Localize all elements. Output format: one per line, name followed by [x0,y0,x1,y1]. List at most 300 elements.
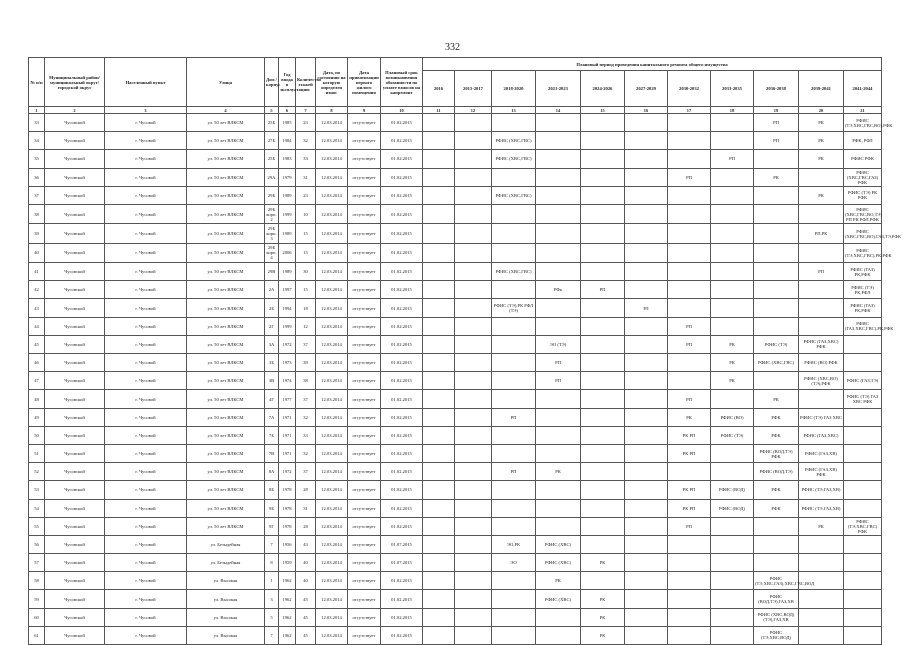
period-cell: РФИС (ВОД,ТЭ) РФК [754,444,799,462]
period-cell: РК [754,390,799,408]
period-cell: РК РП [668,426,711,444]
municipality-cell: Чусовской [45,590,105,608]
street-cell: ул. 50 лет ВЛКСМ [187,372,265,390]
deadline-cell: 01.02.2015 [381,426,423,444]
table-row [29,463,882,481]
house-cell: 2А [265,281,279,299]
deadline-cell: 01.02.2015 [381,444,423,462]
period-cell: РК РП [668,481,711,499]
date-state-cell: 12.03.2014 [316,590,348,608]
street-cell: ул. 50 лет ВЛКСМ [187,204,265,223]
floors-cell: 23 [296,186,316,204]
floors-cell: 31 [296,499,316,517]
period-cell [423,335,455,353]
municipality-cell: Чусовской [45,114,105,132]
period-cell [625,535,668,553]
municipality-cell: Чусовской [45,554,105,572]
column-number: 14 [536,107,581,114]
table-row [29,390,882,408]
date-state-cell: 12.03.2014 [316,554,348,572]
street-cell: ул. 50 лет ВЛКСМ [187,354,265,372]
column-number: 6 [279,107,296,114]
table-row [29,481,882,499]
floors-cell: 33 [296,150,316,168]
municipality-cell: Чусовской [45,626,105,644]
date-state-cell: 12.03.2014 [316,426,348,444]
house-cell: 29Б корп. 4 [265,243,279,262]
period-cell [625,390,668,408]
period-cell [455,481,492,499]
period-cell [536,224,581,243]
period-cell [668,354,711,372]
floors-cell: 18 [296,299,316,317]
row-number: 56 [29,535,45,553]
year-built-cell: 1989 [279,186,296,204]
municipality-cell: Чусовской [45,243,105,262]
date-state-cell: 12.03.2014 [316,281,348,299]
period-cell [625,408,668,426]
period-cell [844,335,882,353]
period-cell [799,608,844,626]
period-cell [423,535,455,553]
floors-cell: 15 [296,224,316,243]
table-row [29,535,882,553]
period-cell: РФИС (ГАЗ,ХВ) РФК [799,463,844,481]
deadline-cell: 01.02.2015 [381,408,423,426]
period-cell [581,444,625,462]
period-cell [625,335,668,353]
period-cell [581,426,625,444]
street-cell: ул. 50 лет ВЛКСМ [187,132,265,150]
street-cell: ул. 50 лет ВЛКСМ [187,517,265,535]
street-cell: ул. 50 лет ВЛКСМ [187,463,265,481]
period-cell [423,626,455,644]
period-cell [625,317,668,335]
period-cell [423,590,455,608]
settlement-cell: г. Чусовой [105,626,187,644]
period-cell: РК [581,608,625,626]
street-cell: ул. 50 лет ВЛКСМ [187,335,265,353]
period-cell: РК [799,150,844,168]
date-privatization-cell: отсутствует [348,390,381,408]
street-cell: ул. 50 лет ВЛКСМ [187,186,265,204]
table-row [29,354,882,372]
period-cell [423,463,455,481]
period-cell [455,372,492,390]
deadline-cell: 01.02.2015 [381,626,423,644]
deadline-cell: 01.02.2015 [381,168,423,186]
municipality-cell: Чусовской [45,481,105,499]
floors-cell: 43 [296,535,316,553]
period-cell [754,299,799,317]
period-cell: ЭО [492,554,536,572]
date-privatization-cell: отсутствует [348,204,381,223]
table-row [29,372,882,390]
house-cell: 3Б [265,354,279,372]
header-municipality: Муниципальный район/ муниципальный округ/городской округ [45,58,105,107]
period-cell [668,463,711,481]
period-cell: РФИС (ХВС,ВО) (ТЭ),РФК [799,372,844,390]
floors-cell: 45 [296,590,316,608]
period-cell [625,463,668,481]
header-date-privatization: Дата приватизации первого жилого помещения [348,58,381,107]
period-cell [625,114,668,132]
period-cell [492,590,536,608]
period-cell: РП [492,408,536,426]
row-number: 46 [29,354,45,372]
house-cell: 8А [265,463,279,481]
house-cell: 7 [265,626,279,644]
row-number: 36 [29,168,45,186]
date-privatization-cell: отсутствует [348,150,381,168]
period-cell: РФИС (ГАЗ) РК,РФК [844,299,882,317]
municipality-cell: Чусовской [45,572,105,590]
row-number: 61 [29,626,45,644]
period-cell [711,517,754,535]
header-num: № п/п [29,58,45,107]
period-cell [711,608,754,626]
period-cell [625,372,668,390]
floors-cell: 45 [296,608,316,626]
street-cell: ул. 50 лет ВЛКСМ [187,168,265,186]
header-year-built: Год ввода в эксплуатацию [279,58,296,107]
row-number: 40 [29,243,45,262]
period-cell [423,150,455,168]
period-cell [668,554,711,572]
page-number: 332 [445,42,460,53]
period-cell [754,204,799,223]
house-cell: 7 [265,535,279,553]
period-cell [423,372,455,390]
date-privatization-cell: отсутствует [348,481,381,499]
floors-cell: 31 [296,168,316,186]
period-cell [581,132,625,150]
municipality-cell: Чусовской [45,186,105,204]
floors-cell: 32 [296,132,316,150]
period-cell [455,224,492,243]
settlement-cell: г. Чусовой [105,317,187,335]
period-cell: РФИС (ГАЗ,ХВС) [799,426,844,444]
period-cell: РФИС (ТЭ,ГАЗ,ХВ) [799,481,844,499]
header-period: 2018-2020 [492,71,536,107]
row-number: 53 [29,481,45,499]
street-cell: ул. 50 лет ВЛКСМ [187,317,265,335]
settlement-cell: г. Чусовой [105,150,187,168]
column-number: 21 [844,107,882,114]
table-row [29,499,882,517]
period-cell [754,554,799,572]
period-cell [536,390,581,408]
period-cell [423,444,455,462]
date-privatization-cell: отсутствует [348,132,381,150]
period-cell: РФИС (ХВС) [536,590,581,608]
date-state-cell: 12.03.2014 [316,481,348,499]
deadline-cell: 01.07.2015 [381,535,423,553]
period-cell [492,572,536,590]
period-cell [844,535,882,553]
period-cell [625,444,668,462]
table-row [29,281,882,299]
period-cell: ЭО,РК [492,535,536,553]
period-cell [492,204,536,223]
period-cell [536,317,581,335]
settlement-cell: г. Чусовой [105,390,187,408]
row-number: 41 [29,263,45,281]
column-number: 15 [581,107,625,114]
period-cell [625,168,668,186]
date-privatization-cell: отсутствует [348,517,381,535]
municipality-cell: Чусовской [45,444,105,462]
date-privatization-cell: отсутствует [348,444,381,462]
period-cell [455,572,492,590]
column-number: 10 [381,107,423,114]
street-cell: ул. Безыдейная [187,554,265,572]
period-cell [581,317,625,335]
date-privatization-cell: отсутствует [348,168,381,186]
period-cell: РФИС (ХВС,ВОД) (ТЭ),ГАЗ,ХВ [754,608,799,626]
header-date-state: Дата, по состоянию на которую определен износ [316,58,348,107]
date-privatization-cell: отсутствует [348,317,381,335]
street-cell: ул. 50 лет ВЛКСМ [187,408,265,426]
year-built-cell: 1978 [279,481,296,499]
period-cell [754,224,799,243]
period-cell: РК [581,590,625,608]
period-cell [581,408,625,426]
period-cell [581,263,625,281]
house-cell: 1 [265,572,279,590]
municipality-cell: Чусовской [45,390,105,408]
street-cell: ул. 50 лет ВЛКСМ [187,499,265,517]
street-cell: ул. Высокая [187,590,265,608]
period-cell [581,354,625,372]
period-cell: РП [668,335,711,353]
date-privatization-cell: отсутствует [348,426,381,444]
deadline-cell: 01.02.2015 [381,281,423,299]
period-cell [711,168,754,186]
table-row [29,243,882,262]
period-cell [668,590,711,608]
period-cell: РФИС (ТЭ) ГАЗ ХВС РФК [844,390,882,408]
period-cell: РП [492,463,536,481]
period-cell [625,608,668,626]
deadline-cell: 01.02.2015 [381,390,423,408]
period-cell [625,626,668,644]
period-cell [754,150,799,168]
settlement-cell: г. Чусовой [105,186,187,204]
period-cell [625,281,668,299]
period-cell [668,626,711,644]
period-cell [754,243,799,262]
period-cell: РК [799,186,844,204]
year-built-cell: 1978 [279,517,296,535]
period-cell: РП [668,317,711,335]
settlement-cell: г. Чусовой [105,281,187,299]
floors-cell: 38 [296,372,316,390]
house-cell: 3А [265,335,279,353]
period-cell [536,132,581,150]
header-house: Дом / корпус [265,58,279,107]
period-cell: РФИС (ГАЗ) РК,РФК [844,263,882,281]
period-cell [423,554,455,572]
house-cell: 2Г [265,317,279,335]
date-state-cell: 12.03.2014 [316,372,348,390]
period-cell [711,186,754,204]
period-cell [711,317,754,335]
year-built-cell: 1974 [279,372,296,390]
period-cell [492,243,536,262]
period-cell [581,572,625,590]
deadline-cell: 01.02.2015 [381,481,423,499]
year-built-cell: 1997 [279,281,296,299]
period-cell [455,517,492,535]
period-cell [455,186,492,204]
header-period: 2024-2026 [581,71,625,107]
period-cell [423,390,455,408]
street-cell: ул. 50 лет ВЛКСМ [187,243,265,262]
settlement-cell: г. Чусовой [105,243,187,262]
date-state-cell: 12.03.2014 [316,517,348,535]
year-built-cell: 1971 [279,426,296,444]
period-cell: РФИС (ТЭ),РК РФЛ (ТЭ) [492,299,536,317]
period-cell [492,281,536,299]
row-number: 51 [29,444,45,462]
floors-cell: 15 [296,243,316,262]
row-number: 43 [29,299,45,317]
floors-cell: 10 [296,204,316,223]
municipality-cell: Чусовской [45,426,105,444]
period-cell: РК [799,517,844,535]
period-cell: РФИС (ХВС,ГВС,ГАЗ) РФК [844,168,882,186]
period-cell [492,224,536,243]
settlement-cell: г. Чусовой [105,299,187,317]
period-cell: РП [668,390,711,408]
period-cell [536,608,581,626]
period-cell [536,444,581,462]
period-cell [581,114,625,132]
period-cell: РЛ [625,299,668,317]
date-state-cell: 12.03.2014 [316,263,348,281]
deadline-cell: 01.02.2015 [381,186,423,204]
period-cell: РК РП [668,499,711,517]
period-cell: РП [668,517,711,535]
period-cell [581,499,625,517]
period-cell [711,132,754,150]
period-cell [625,150,668,168]
period-cell [492,426,536,444]
period-cell [455,150,492,168]
house-cell: 5 [265,608,279,626]
municipality-cell: Чусовской [45,408,105,426]
table-row [29,168,882,186]
period-cell [711,263,754,281]
year-built-cell: 1989 [279,263,296,281]
column-number: 12 [455,107,492,114]
date-privatization-cell: отсутствует [348,299,381,317]
settlement-cell: г. Чусовой [105,499,187,517]
table-row [29,132,882,150]
period-cell [455,168,492,186]
period-cell [455,554,492,572]
period-cell [668,114,711,132]
period-cell [668,186,711,204]
street-cell: ул. 50 лет ВЛКСМ [187,150,265,168]
period-cell [536,408,581,426]
house-cell: 8Б [265,481,279,499]
date-privatization-cell: отсутствует [348,408,381,426]
period-cell [455,204,492,223]
period-cell [799,554,844,572]
period-cell [423,263,455,281]
period-cell [536,517,581,535]
municipality-cell: Чусовской [45,281,105,299]
column-number: 8 [316,107,348,114]
year-built-cell: 1999 [279,317,296,335]
year-built-cell: 1956 [279,535,296,553]
period-cell: РФИС (ТЭ,ХВС,ГВС,ВО),РФК [844,114,882,132]
house-cell: 29Б корп. 3 [265,224,279,243]
period-cell [423,499,455,517]
period-cell [625,263,668,281]
period-cell: РК [536,572,581,590]
period-cell: РФИС (ГАЗ,ХВС) РФК [799,335,844,353]
floors-cell: 32 [296,408,316,426]
year-built-cell: 1984 [279,132,296,150]
year-built-cell: 1971 [279,444,296,462]
period-cell [536,150,581,168]
period-cell: РФИС (ХВС,ГВС) [492,186,536,204]
header-deadline: Плановый срок возникновения обязанности по уплате взносов на капремонт [381,58,423,107]
municipality-cell: Чусовской [45,517,105,535]
period-cell: РП,РК [799,224,844,243]
period-cell [423,299,455,317]
year-built-cell: 1973 [279,354,296,372]
deadline-cell: 01.02.2015 [381,114,423,132]
column-number: 4 [187,107,265,114]
period-cell [581,372,625,390]
header-settlement: Населенный пункт [105,58,187,107]
period-cell: РФК [754,426,799,444]
settlement-cell: г. Чусовой [105,335,187,353]
period-cell [668,372,711,390]
floors-cell: 28 [296,481,316,499]
period-cell [455,317,492,335]
floors-cell: 33 [296,426,316,444]
year-built-cell: 1979 [279,168,296,186]
period-cell [625,204,668,223]
street-cell: ул. 50 лет ВЛКСМ [187,390,265,408]
municipality-cell: Чусовской [45,150,105,168]
period-cell [455,354,492,372]
column-number: 3 [105,107,187,114]
period-cell [581,535,625,553]
period-cell [536,114,581,132]
row-number: 33 [29,114,45,132]
period-cell: РФК [754,481,799,499]
period-cell [455,590,492,608]
period-cell [844,572,882,590]
floors-cell: 37 [296,463,316,481]
period-cell [423,572,455,590]
period-cell [455,408,492,426]
period-cell [625,186,668,204]
period-cell [536,426,581,444]
header-period: 2021-2023 [536,71,581,107]
house-cell: 29Б [265,186,279,204]
period-cell: РФК [754,499,799,517]
period-cell [423,608,455,626]
period-cell [455,243,492,262]
period-cell: РФИС (ВОД) [711,499,754,517]
